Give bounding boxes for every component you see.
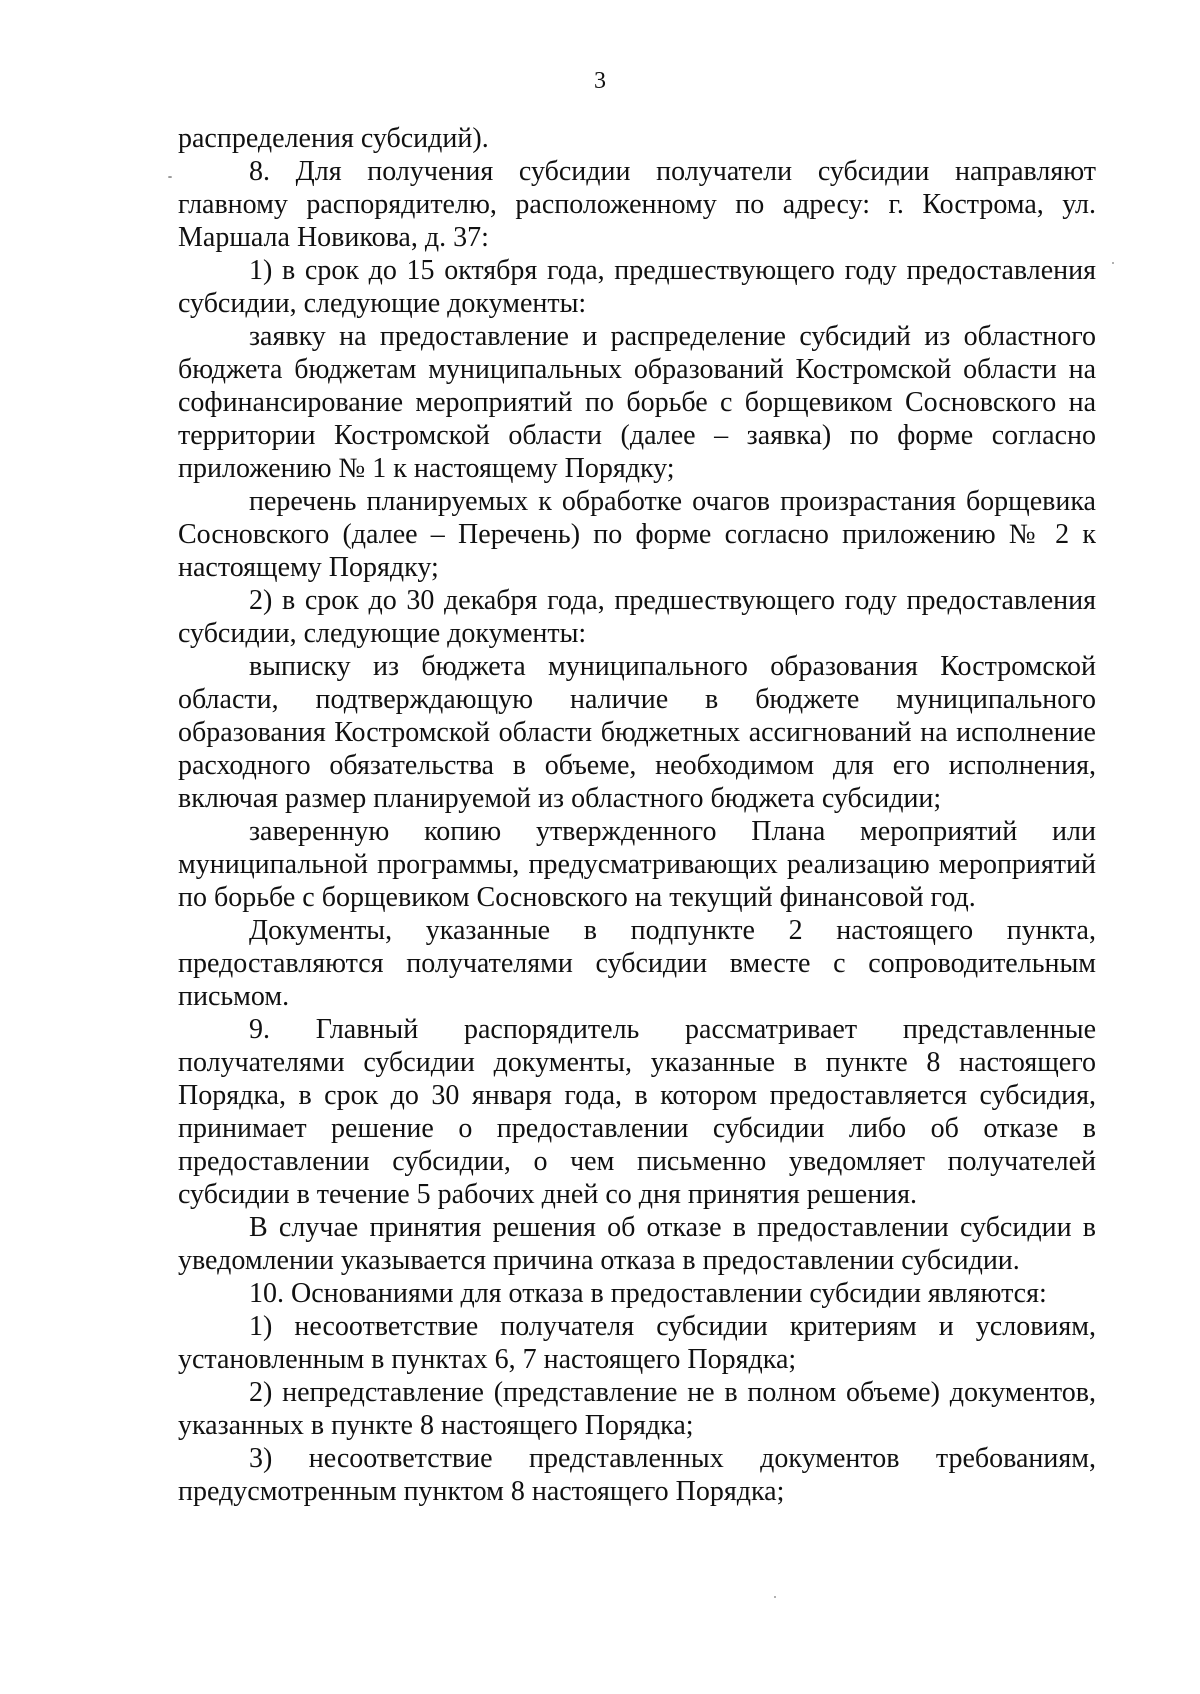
page-number: 3 <box>594 68 606 94</box>
paragraph-subitem-1: 1) в срок до 15 октября года, предшествующего году предоставления субсидии, следующие документы: <box>178 255 1096 319</box>
paragraph-application: заявку на предоставление и распределение субсидий из областного бюджета бюджетам муниципальных образований Костромской области на софинансирование мероприятий по борьбе с борщевиком Сосновского на территории Костромской области (далее – заявка) по форме согласно приложению № 1 к настоящему Порядку; <box>178 321 1096 484</box>
paragraph-list-of-foci: перечень планируемых к обработке очагов произрастания борщевика Сосновского (далее – Перечень) по форме согласно приложению № 2 к настоящему Порядку; <box>178 486 1096 583</box>
paragraph-ground-1: 1) несоответствие получателя субсидии критериям и условиям, установленным в пунктах 6, 7 настоящего Порядка; <box>178 1311 1096 1375</box>
scan-speck <box>168 176 172 178</box>
document-body <box>178 122 1096 1508</box>
paragraph-continuation: распределения субсидий). <box>178 123 489 154</box>
scan-speck <box>1112 262 1114 264</box>
paragraph-cover-letter: Документы, указанные в подпункте 2 настоящего пункта, предоставляются получателями субсидии вместе с сопроводительным письмом. <box>178 915 1096 1012</box>
paragraph-ground-3: 3) несоответствие представленных документов требованиям, предусмотренным пунктом 8 настоящего Порядка; <box>178 1443 1096 1507</box>
paragraph-certified-copy: заверенную копию утвержденного Плана мероприятий или муниципальной программы, предусматривающих реализацию мероприятий по борьбе с борщевиком Сосновского на текущий финансовой год. <box>178 816 1096 913</box>
paragraph-ground-2: 2) непредставление (представление не в полном объеме) документов, указанных в пункте 8 настоящего Порядка; <box>178 1377 1096 1441</box>
paragraph-item-10: 10. Основаниями для отказа в предоставлении субсидии являются: <box>249 1278 1047 1309</box>
paragraph-item-8: 8. Для получения субсидии получатели субсидии направляют главному распорядителю, расположенному по адресу: г. Кострома, ул. Маршала Новикова, д. 37: <box>178 156 1096 253</box>
paragraph-budget-extract: выписку из бюджета муниципального образования Костромской области, подтверждающую наличие в бюджете муниципального образования Костромской области бюджетных ассигнований на исполнение расходного обязательства в объеме, необходимом для его исполнения, включая размер планируемой из областного бюджета субсидии; <box>178 651 1096 814</box>
paragraph-subitem-2: 2) в срок до 30 декабря года, предшествующего году предоставления субсидии, следующие документы: <box>178 585 1096 649</box>
scan-speck <box>774 1596 776 1598</box>
paragraph-refusal-reason: В случае принятия решения об отказе в предоставлении субсидии в уведомлении указывается причина отказа в предоставлении субсидии. <box>178 1212 1096 1276</box>
paragraph-item-9: 9. Главный распорядитель рассматривает представленные получателями субсидии документы, указанные в пункте 8 настоящего Порядка, в срок до 30 января года, в котором предоставляется субсидия, принимает решение о предоставлении субсидии либо об отказе в предоставлении субсидии, о чем письменно уведомляет получателей субсидии в течение 5 рабочих дней со дня принятия решения. <box>178 1014 1096 1210</box>
